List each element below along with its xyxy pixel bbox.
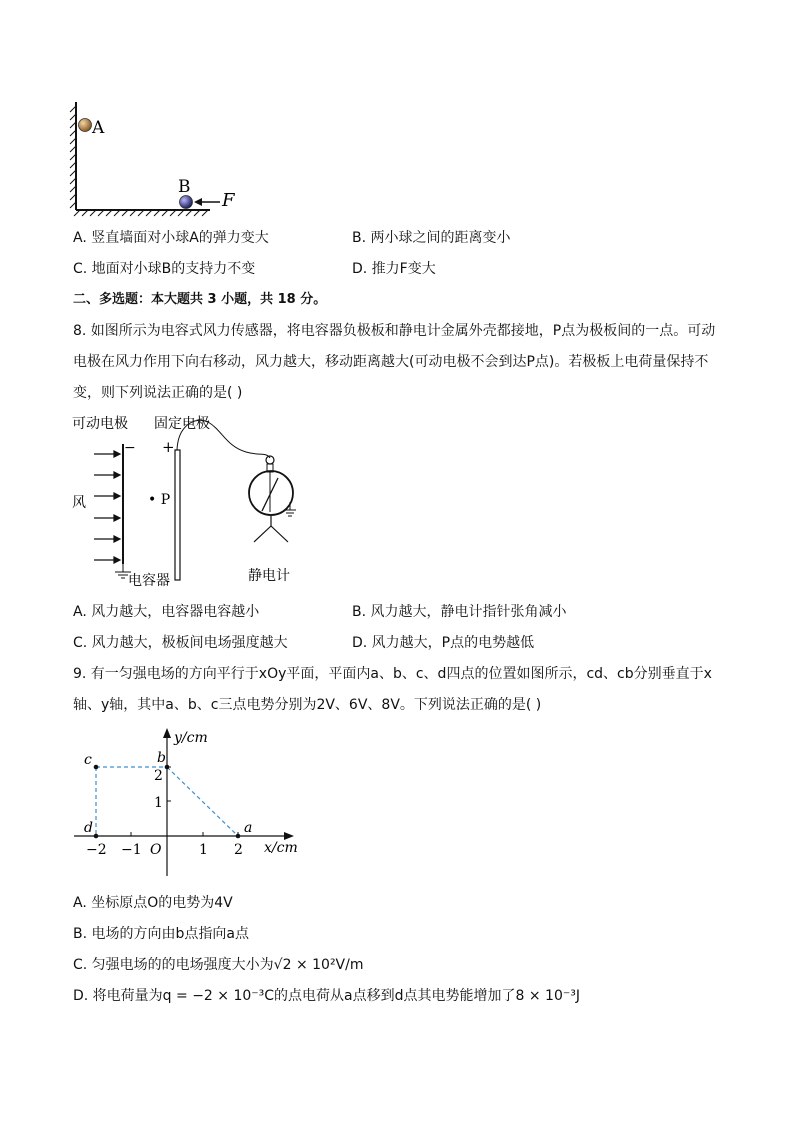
wind-arrows (94, 451, 120, 563)
point-a-label: a (244, 820, 253, 836)
q9-stem-line2: 轴、y轴，其中a、b、c三点电势分别为2V、6V、8V。下列说法正确的是( ) (73, 697, 542, 713)
q8-figure (66, 408, 316, 592)
point-c-label: c (84, 752, 92, 768)
electrometer-ground-symbol (284, 510, 296, 516)
q8-stem-line1: 8. 如图所示为电容式风力传感器，将电容器负极板和静电计金属外壳都接地，P点为极板间的一点。可动 (73, 323, 716, 339)
q9-option-c: C. 匀强电场的的电场强度大小为√2 × 10²V/m (73, 957, 364, 973)
q7-option-b: B. 两小球之间的距离变小 (352, 230, 511, 246)
electrometer-leg-left (254, 526, 271, 542)
capacitor-label: 电容器 (128, 573, 170, 589)
x-tick-neg1: −1 (121, 842, 142, 858)
movable-electrode-plate (122, 444, 124, 564)
q8-stem-line3: 变，则下列说法正确的是( ) (73, 385, 243, 401)
ball-b (180, 196, 193, 209)
x-axis-arrow (284, 832, 294, 840)
q9-option-d: D. 将电荷量为q = −2 × 10⁻³C的点电荷从a点移到d点其电势能增加了8 × 10⁻³J (73, 988, 581, 1004)
y-axis-arrow (163, 728, 171, 738)
x-tick-2: 2 (234, 842, 243, 858)
y-tick-2: 2 (154, 768, 163, 784)
q9-figure (70, 722, 310, 878)
ball-a (79, 119, 92, 132)
point-b-label: b (157, 750, 166, 766)
segment-ba (167, 767, 238, 836)
minus-sign: − (124, 440, 136, 456)
q8-option-d: D. 风力越大，P点的电势越低 (352, 635, 535, 651)
movable-electrode-label: 可动电极 (72, 416, 128, 432)
wind-label: 风 (72, 495, 86, 511)
q7-option-c: C. 地面对小球B的支持力不变 (73, 261, 256, 277)
q8-option-b: B. 风力越大，静电计指针张角减小 (352, 604, 567, 620)
fixed-electrode-plate (175, 450, 180, 580)
point-c-dot (94, 765, 99, 770)
point-d-dot (94, 834, 99, 839)
q9-option-b: B. 电场的方向由b点指向a点 (73, 926, 249, 942)
electrometer-label: 静电计 (248, 568, 290, 584)
point-a-dot (236, 834, 241, 839)
x-axis-label: x/cm (264, 840, 298, 856)
q8-option-c: C. 风力越大，极板间电场强度越大 (73, 635, 288, 651)
y-axis-label: y/cm (174, 730, 208, 746)
q9-stem-line1: 9. 有一匀强电场的方向平行于xOy平面，平面内a、b、c、d四点的位置如图所示，cd、cb分别垂直于x (73, 666, 712, 682)
origin-label: O (150, 842, 162, 858)
q7-figure (60, 96, 250, 220)
plus-sign: + (162, 438, 175, 456)
section-heading: 二、多选题：本大题共 3 小题，共 18 分。 (73, 292, 327, 307)
q8-stem-line2: 电极在风力作用下向右移动，风力越大，移动距离越大(可动电极不会到达P点)。若极板上电荷量保持不 (73, 354, 709, 370)
force-arrow-head (194, 198, 202, 206)
fixed-electrode-label: 固定电极 (154, 416, 210, 432)
y-tick-1: 1 (154, 795, 163, 811)
q7-option-d: D. 推力F变大 (352, 261, 436, 277)
label-f: F (222, 190, 235, 211)
point-d-label: d (84, 820, 93, 836)
point-p: • P (148, 492, 171, 508)
q7-option-a: A. 竖直墙面对小球A的弹力变大 (73, 230, 269, 246)
label-b: B (178, 177, 191, 197)
x-tick-neg2: −2 (86, 842, 107, 858)
q8-option-a: A. 风力越大，电容器电容越小 (73, 604, 260, 620)
label-a: A (92, 118, 105, 138)
q9-option-a: A. 坐标原点O的电势为4V (73, 895, 233, 911)
electrometer-leg-right (271, 526, 288, 542)
x-tick-1: 1 (199, 842, 208, 858)
